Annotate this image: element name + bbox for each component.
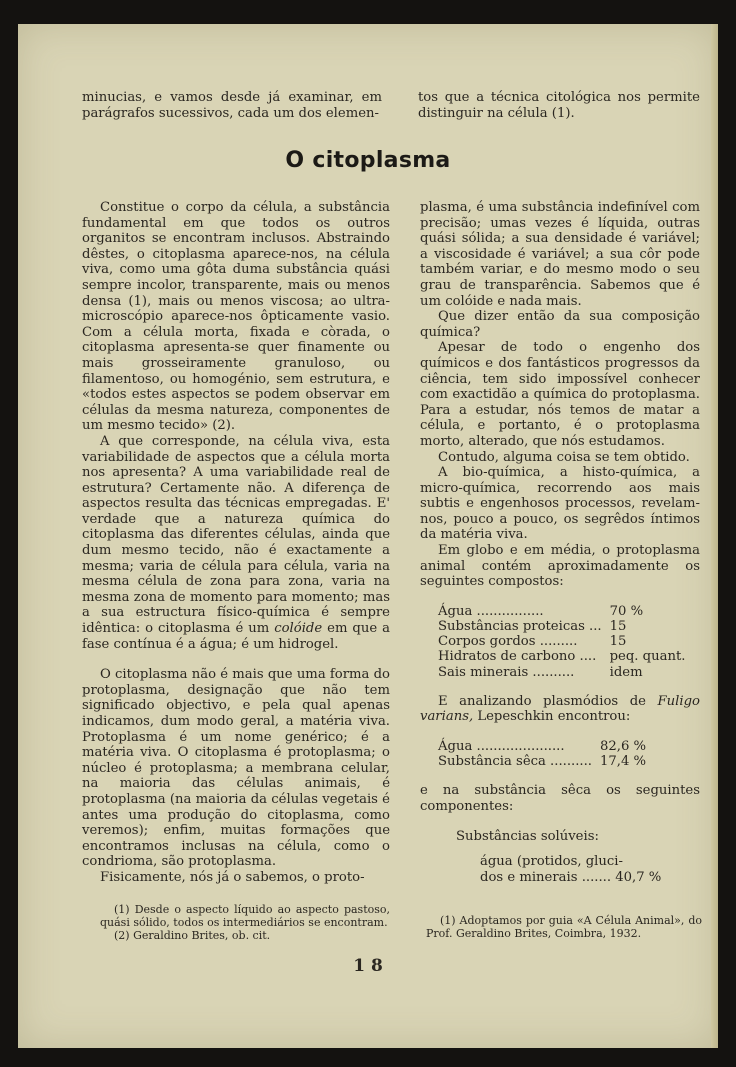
soluble-substances (420, 829, 700, 886)
paragraph-constitue: Constitue o corpo da célula, a substância fundamental em que todos os outros organitos se encontram inclusos. Abstraindo dêstes, o citoplasma aparece-nos, na célula viva, como uma gôta duma substância quási sempre incolor, transparente, mais ou menos densa (1), mais ou menos viscosa; ao ultra-microscópio aparece-nos ôpticamente vasio. Com a célula morta, fixada e còrada, o citoplasma apresenta-se quer finamente ou mais grosseiramente granuloso, ou filamentoso, ou homogénio, sem estrutura, e «todos estes aspectos se podem observar em células da mesma natureza, componentes de um mesmo tecido» (2). (82, 200, 390, 434)
table-row: Sais minerais .......... idem (438, 664, 643, 680)
footnote: (2) Geraldino Brites, ob. cit. (114, 929, 271, 942)
composition-table-1 (420, 604, 700, 680)
page-fold (711, 24, 718, 1048)
soluble-line-2: dos e minerais ....... 40,7 % (480, 869, 662, 885)
paragraph-composicao: Que dizer então da sua composição química? (420, 309, 700, 340)
page-number: 1 8 (353, 956, 383, 976)
section-title: O citoplasma (285, 148, 451, 173)
soluble-title: Substâncias solúveis: (456, 828, 599, 844)
paragraph-protoplasma: O citoplasma não é mais que uma forma do protoplasma, designação que não tem significado objectivo, e pela qual apenas indicamos, dum modo geral, a matéria viva. Protoplasma é um nome genérico; é a matéria viva. O citoplasma é protoplasma; o núcleo é protoplasma; a membrana celular, na maioria das células animais, é protoplasma (na maioria da células vegetais é antes uma produção do citoplasma, como veremos); enfim, muitas formações que encontramos inclusas na célula, como o condrioma, são protoplasma. (82, 667, 390, 870)
soluble-line-1: água (protidos, gluci- (480, 854, 623, 870)
table-row: Corpos gordos ......... 15 (438, 634, 627, 650)
footnote: (1) Desde o aspecto líquido ao aspecto pastoso, quási sólido, todos os intermediários se encontram. (100, 903, 390, 929)
soluble-value: 40,7 % (615, 869, 662, 885)
right-column (420, 200, 700, 899)
top-left-text (82, 90, 382, 121)
left-column (82, 200, 390, 886)
paragraph-bioquimica: A bio-química, a histo-química, a micro-química, recorrendo aos mais subtis e engenhosos processos, revelam-nos, pouco a pouco, os segrêdos íntimos da matéria viva. (420, 465, 700, 543)
table-row: Água ................ 70 % (438, 603, 644, 619)
table-row: Hidratos de carbono .... peq. quant. (438, 649, 686, 665)
table-row: Água ..................... 82,6 % (438, 739, 647, 755)
paragraph-em-globo: Em globo e em média, o protoplasma animal contém aproximadamente os seguintes compostos: (420, 543, 700, 590)
top-left-paragraph: minucias, e vamos desde já examinar, em parágrafos sucessivos, cada um dos elemen- (82, 90, 382, 121)
paragraph-fuligo: E analizando plasmódios de Fuligo varians, Lepeschkin encontrou: (420, 693, 700, 725)
top-right-paragraph: tos que a técnica citológica nos permite distinguir na célula (1). (418, 90, 700, 121)
footnote-right (426, 914, 702, 940)
footnote: (1) Adoptamos por guia «A Célula Animal», do Prof. Geraldino Brites, Coimbra, 1932. (426, 914, 702, 940)
paragraph-substancia-seca: e na substância sêca os seguintes componentes: (420, 783, 700, 815)
paragraph-variabilidade: A que corresponde, na célula viva, esta variabilidade de aspectos que a célula morta nos apresenta? A uma variabilidade real de estrutura? Certamente não. A diferença de aspectos resulta das técnicas empregadas. E' verdade que a natureza química do citoplasma das diferentes células, ainda que dum mesmo tecido, não é exactamente a mesma; varia de célula para célula, varia na mesma célula de zona para zona, varia na mesma zona de momento para momento; mas a sua estructura físico-química é sempre idêntica: o citoplasma é um colóide em que a fase contínua é a água; é um hidrogel. (82, 433, 390, 652)
table-row: Substâncias proteicas ... 15 (438, 619, 627, 635)
footnotes-left (100, 903, 390, 942)
paragraph-fisicamente: Fisicamente, nós já o sabemos, o proto- (100, 869, 365, 885)
paragraph-plasma: plasma, é uma substância indefinível com precisão; umas vezes é líquida, outras quási sólida; a sua densidade é variável; a viscosidade é variável; a sua côr pode também variar, e do mesmo modo o seu grau de transparência. Sabemos que é um colóide e nada mais. (420, 200, 700, 309)
composition-table-2 (420, 739, 700, 769)
paragraph-contudo: Contudo, alguma coisa se tem obtido. (438, 449, 690, 465)
paragraph-apesar: Apesar de todo o engenho dos químicos e dos fantásticos progressos da ciência, tem sido impossível conhecer com exactidão a química do protoplasma. Para a estudar, nós temos de matar a célula, e portanto, é o protoplasma morto, alterado, que nós estudamos. (420, 340, 700, 449)
table-row: Substância sêca .......... 17,4 % (438, 754, 647, 770)
top-right-text (418, 90, 700, 121)
